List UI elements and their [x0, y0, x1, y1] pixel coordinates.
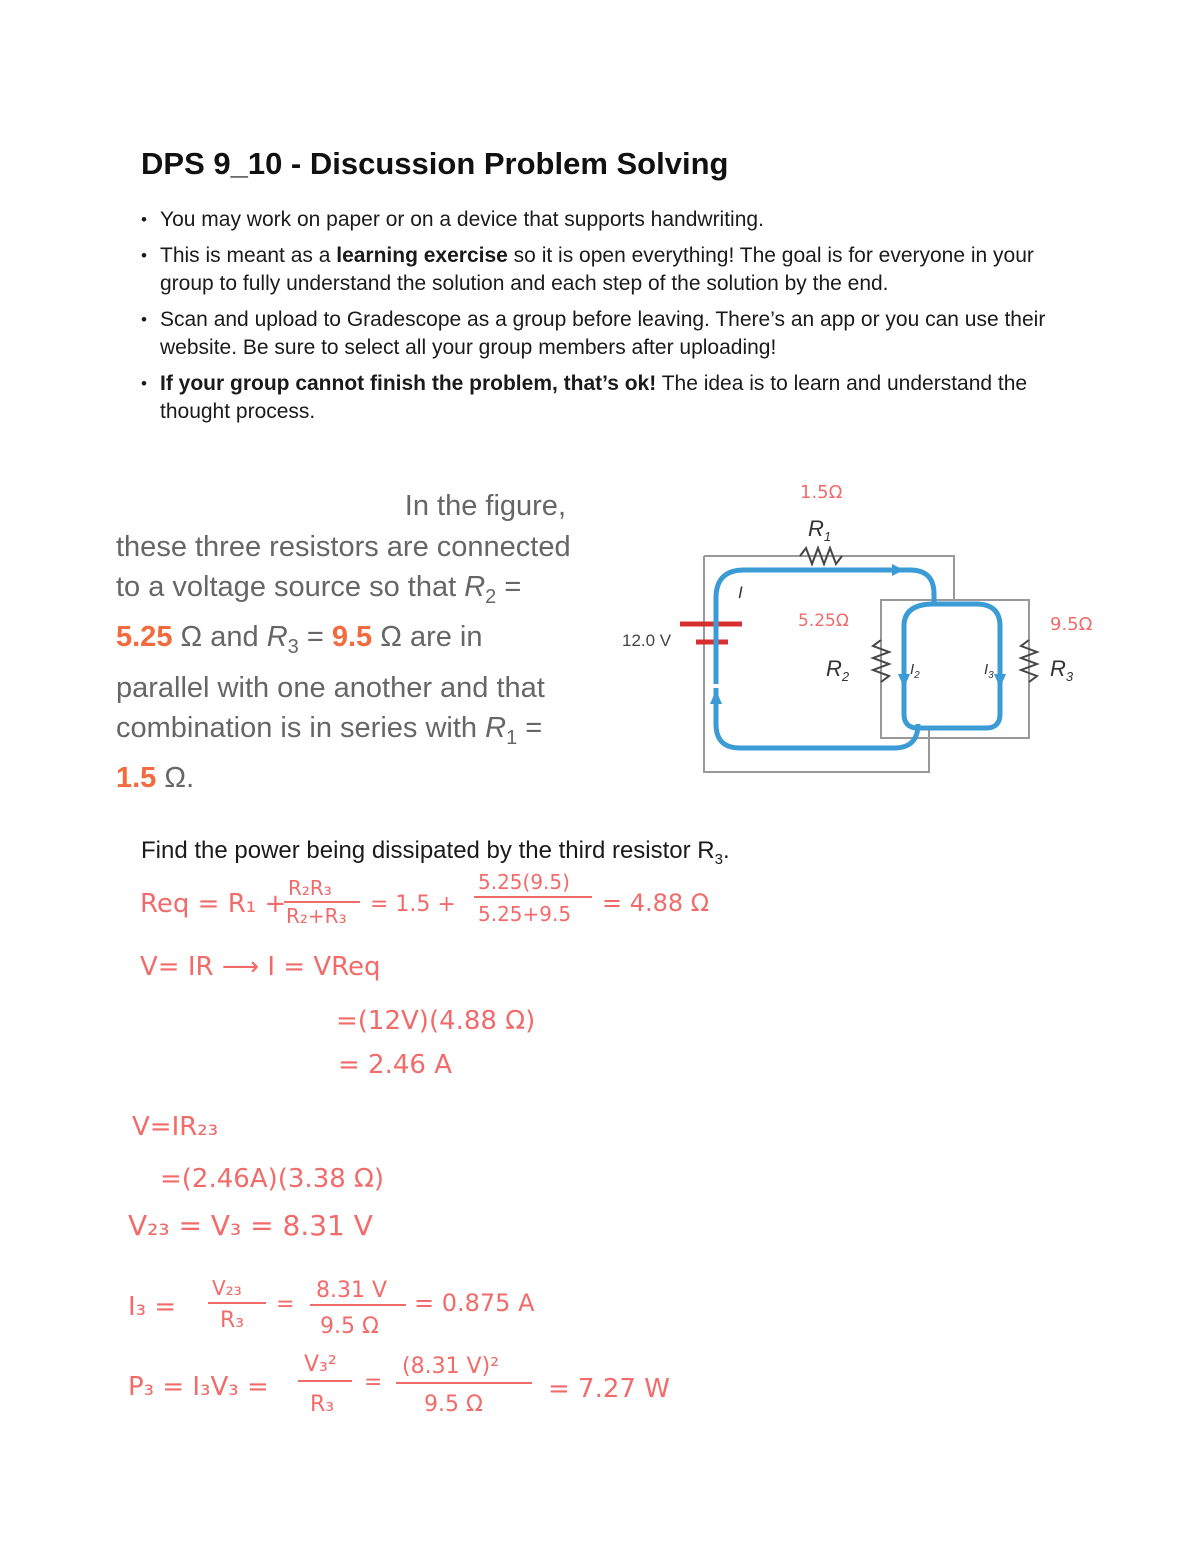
- hw-i-result: = 2.46 A: [338, 1050, 452, 1080]
- r2-label: [826, 656, 850, 684]
- r2-label-sub: 2: [841, 669, 850, 684]
- bullet-text: This is meant as a: [160, 244, 337, 267]
- problem-line: [116, 567, 596, 617]
- hw-req-eq: = 1.5 +: [370, 892, 456, 917]
- r3-value: 9.5: [331, 621, 373, 654]
- problem-line: [116, 758, 596, 799]
- problem-line: [116, 486, 596, 527]
- list-item: [141, 206, 1081, 234]
- hw-p3-den2: 9.5 Ω: [424, 1392, 483, 1417]
- hw-i3-eq: =: [276, 1292, 295, 1317]
- r1-subscript: 1: [506, 726, 518, 749]
- hw-v-ir: V= IR ⟶ I = VReq: [140, 952, 381, 982]
- question-subscript: 3: [714, 850, 723, 868]
- r1-value: 1.5: [116, 762, 157, 795]
- problem-line: [116, 668, 596, 709]
- instructions-list: [141, 206, 1081, 434]
- i3-label-text: I: [984, 661, 989, 678]
- problem-text: Ω and: [172, 621, 267, 654]
- hw-v23-calc: =(2.46A)(3.38 Ω): [160, 1164, 385, 1194]
- current-arrow-top: [892, 564, 904, 576]
- hw-i3-num: V₂₃: [212, 1276, 242, 1300]
- r2-value: 5.25: [116, 621, 173, 654]
- bullet-text: The idea is to learn and understand the thought process.: [160, 372, 1028, 423]
- current-arrow-i2: [898, 674, 910, 688]
- hw-req-lhs: Req = R₁ +: [140, 889, 287, 919]
- problem-text: these three resistors are connected: [116, 530, 571, 563]
- r2-label-text: R: [826, 656, 842, 681]
- hw-i3-den2: 9.5 Ω: [320, 1314, 379, 1339]
- problem-line: [116, 708, 596, 758]
- question-main: Find the power being dissipated by the third resistor R: [141, 837, 715, 864]
- hw-v23-result: V₂₃ = V₃ = 8.31 V: [128, 1209, 373, 1242]
- hw-req-num: R₂R₃: [288, 876, 332, 900]
- equals-sign: =: [298, 621, 332, 654]
- r3-subscript: 3: [287, 636, 299, 659]
- hw-v23: V=IR₂₃: [132, 1112, 219, 1142]
- bullet-text: so it is open everything! The goal is for everyone in your group to fully understand the solution and each step of the solution by the end.: [160, 244, 1034, 295]
- hw-i-calc: =(12V)(4.88 Ω): [336, 1006, 536, 1036]
- list-item: [141, 370, 1081, 426]
- hw-i3-num2: 8.31 V: [316, 1278, 388, 1303]
- current-arrow-left: [710, 690, 722, 704]
- current-arrow-i3: [994, 674, 1006, 688]
- problem-text: Ω.: [156, 762, 195, 795]
- list-item: [141, 306, 1081, 362]
- bullet-bold-text: If your group cannot finish the problem, that’s ok!: [160, 372, 657, 395]
- question-period: .: [722, 837, 730, 864]
- r1-label-sub: 1: [823, 529, 832, 544]
- hw-p3-eq: =: [364, 1370, 383, 1395]
- problem-text: In the figure,: [404, 490, 566, 522]
- problem-text: Ω are in: [372, 621, 483, 654]
- hw-p3-den: R₃: [310, 1392, 335, 1417]
- r2-symbol: R: [464, 571, 486, 603]
- circuit-diagram: [604, 478, 1124, 778]
- i2-label-sub: 2: [914, 670, 920, 681]
- r1-symbol: R: [485, 712, 507, 745]
- r1-label-text: R: [808, 516, 824, 541]
- problem-text: to a voltage source so that: [116, 571, 465, 603]
- equals-sign: =: [517, 712, 543, 745]
- current-loop-main: [716, 570, 934, 748]
- r2-subscript: 2: [485, 585, 497, 608]
- hw-i3-lhs: I₃ =: [128, 1292, 177, 1322]
- r3-label-sub: 3: [1065, 669, 1074, 684]
- hw-p3-num: V₃²: [304, 1352, 337, 1377]
- current-label-i2: [910, 661, 920, 681]
- r3-label-text: R: [1050, 656, 1066, 681]
- hw-p3-num2: (8.31 V)²: [402, 1354, 500, 1379]
- handwritten-solution: [120, 865, 820, 1445]
- r3-label: [1050, 656, 1074, 684]
- problem-line: [116, 617, 596, 667]
- page-title: DPS 9_10 - Discussion Problem Solving: [141, 146, 729, 181]
- current-label-i3: [984, 661, 994, 681]
- problem-line: [116, 527, 596, 568]
- problem-text: combination is in series with: [116, 712, 486, 745]
- r3-symbol: R: [266, 621, 288, 654]
- hw-i3-den: R₃: [220, 1308, 245, 1333]
- bullet-bold-text: learning exercise: [336, 244, 508, 267]
- hw-req-den2: 5.25+9.5: [478, 902, 572, 926]
- voltage-label: 12.0 V: [622, 631, 672, 650]
- problem-statement: [116, 486, 596, 799]
- bullet-text: Scan and upload to Gradescope as a group before leaving. There’s an app or you can use their website. Be sure to select all your group members after uploading!: [160, 308, 1046, 359]
- hw-p3-lhs: P₃ = I₃V₃ =: [128, 1372, 269, 1402]
- equals-sign: =: [496, 571, 522, 603]
- r1-annotation: 1.5Ω: [800, 482, 843, 503]
- question-text: [141, 837, 730, 868]
- r2-annotation: 5.25Ω: [798, 611, 849, 631]
- hw-i3-result: = 0.875 A: [414, 1289, 535, 1317]
- r3-annotation: 9.5Ω: [1050, 614, 1093, 635]
- bullet-text: You may work on paper or on a device that supports handwriting.: [160, 208, 764, 231]
- list-item: [141, 242, 1081, 298]
- hw-req-result: = 4.88 Ω: [602, 889, 710, 917]
- problem-text: parallel with one another and that: [116, 671, 545, 704]
- i3-label-sub: 3: [988, 670, 994, 681]
- i2-label-text: I: [910, 661, 915, 678]
- r1-label: [808, 516, 831, 544]
- hw-req-num2: 5.25(9.5): [478, 870, 570, 894]
- current-label-i: I: [738, 583, 743, 602]
- hw-p3-result: = 7.27 W: [548, 1374, 670, 1404]
- hw-req-den: R₂+R₃: [286, 904, 347, 928]
